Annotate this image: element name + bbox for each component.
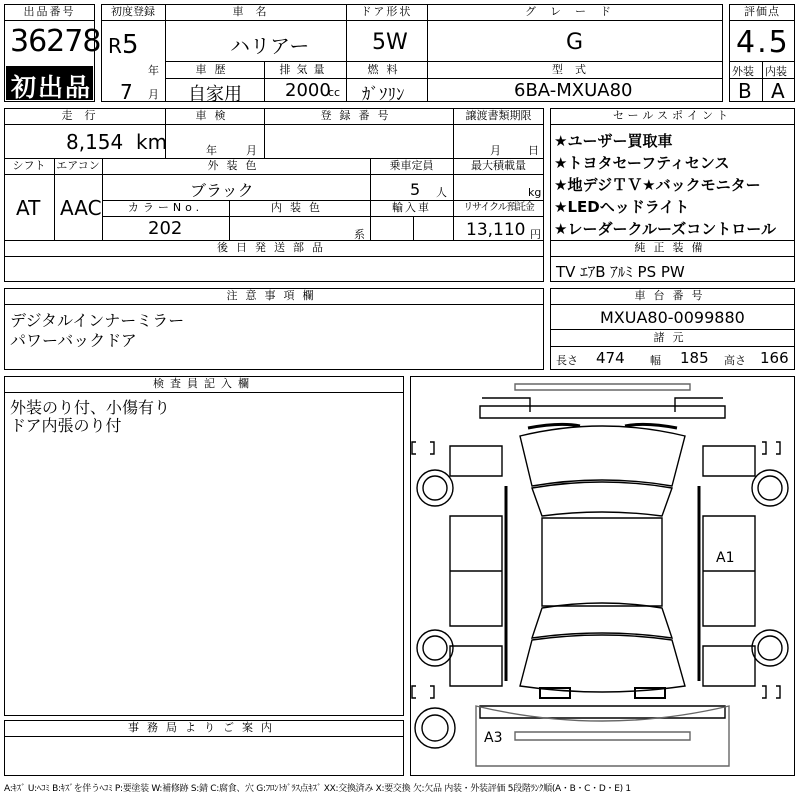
reg-month: 7 <box>120 80 133 104</box>
name-label: 車名 <box>165 4 346 21</box>
mileage: 8,154 <box>66 130 124 154</box>
int-label: 内装 <box>765 65 787 78</box>
reg-month-unit: 月 <box>148 88 159 101</box>
load-label: 最大積載量 <box>471 159 526 172</box>
reg-no-label: 登録番号 <box>320 109 397 122</box>
note-line: パワーバックドア <box>10 331 137 350</box>
model: 6BA-MXUA80 <box>514 80 633 101</box>
car-diagram <box>410 376 795 776</box>
displacement-label: 排気量 <box>279 63 331 76</box>
transfer-day-unit: 日 <box>528 144 539 157</box>
int-color-unit: 系 <box>354 228 365 241</box>
history-label: 車歴 <box>195 63 234 76</box>
first-listing-label: 初出品 <box>11 73 93 102</box>
score: 4.5 <box>736 25 790 60</box>
inspection-month-unit: 月 <box>246 144 257 157</box>
recycle-label: リサイクル預託金 <box>463 202 534 213</box>
legend: A:ｷｽﾞ U:ﾍｺﾐ B:ｷｽﾞを伴うﾍｺﾐ P:要塗装 W:補修跡 S:錆 C:腐食、穴 G:ﾌﾛﾝﾄｶﾞﾗｽ点ｷｽﾞ XX:交換済み X:要交換 欠:欠品 内装・外装評価 5段階ﾗﾝｸ順(A・B・C・D・E) 1 <box>4 784 631 794</box>
inspection-label: 車検 <box>195 109 234 122</box>
load-unit: kg <box>528 186 542 199</box>
sales-point: ★トヨタセーフティセンス <box>554 154 730 172</box>
height: 166 <box>760 349 789 367</box>
length: 474 <box>596 349 625 367</box>
sales-point: ★地デジＴＶ★バックモニター <box>554 176 761 194</box>
capacity-label: 乗車定員 <box>389 159 434 172</box>
equipment-label: 純正装備 <box>634 241 711 254</box>
sales-point: ★レーダークルーズコントロール <box>554 220 776 238</box>
reg-label: 初度登録 <box>101 4 165 21</box>
score-label: 評価点 <box>744 5 780 18</box>
office-label: 事務局よりご案内 <box>4 720 404 737</box>
car-name: ハリアー <box>230 34 310 58</box>
shift: AT <box>16 196 41 220</box>
ext-color-label: 外装色 <box>207 159 265 172</box>
capacity: 5 <box>410 180 421 199</box>
spec-label: 諸元 <box>550 330 795 347</box>
door-label: ドア形状 <box>346 4 427 21</box>
int-color-label: 内装色 <box>271 201 328 214</box>
mileage-unit: km <box>136 130 168 154</box>
history: 自家用 <box>188 84 242 105</box>
lot-number: 36278 <box>10 24 101 59</box>
height-label: 高さ <box>724 354 746 367</box>
sales-point: ★LEDヘッドライト <box>554 198 690 216</box>
door-type: 5W <box>372 30 408 55</box>
reg-era: R <box>108 34 122 58</box>
chassis-label: 車台番号 <box>550 288 795 305</box>
color-no: 202 <box>148 218 183 239</box>
displacement-unit: cc <box>328 86 341 99</box>
reg-year-unit: 年 <box>148 64 159 77</box>
note-line: デジタルインナーミラー <box>10 311 185 330</box>
mileage-label: 走行 <box>61 109 108 122</box>
reg-year: 5 <box>122 30 139 60</box>
fuel: ｶﾞｿﾘﾝ <box>362 85 405 105</box>
width-label: 幅 <box>650 354 661 367</box>
later-parts-label: 後日発送部品 <box>217 241 331 254</box>
displacement: 2000 <box>285 80 331 101</box>
lot-label: 出品番号 <box>4 4 95 21</box>
color-no-label: カラーNo. <box>127 201 204 214</box>
grade: G <box>566 30 584 55</box>
chassis-number: MXUA80-0099880 <box>600 308 745 327</box>
length-label: 長さ <box>556 354 578 367</box>
notes-label: 注意事項欄 <box>4 288 544 305</box>
ac: AAC <box>60 196 102 220</box>
inspector-label: 検査員記入欄 <box>4 376 404 393</box>
damage-mark: A3 <box>484 730 503 746</box>
ac-label: エアコン <box>56 159 100 172</box>
recycle-unit: 円 <box>530 228 541 241</box>
width: 185 <box>680 349 709 367</box>
sales-point: ★ユーザー買取車 <box>554 132 673 150</box>
damage-mark: A1 <box>716 550 735 566</box>
model-label: 型式 <box>552 63 598 76</box>
import-label: 輸入車 <box>392 201 431 214</box>
grade-label: グレード <box>427 4 723 21</box>
int-grade: A <box>771 79 785 103</box>
transfer-month-unit: 月 <box>490 144 501 157</box>
shift-label: シフト <box>12 159 46 172</box>
recycle: 13,110 <box>466 220 526 240</box>
inspector-line: ドア内張のり付 <box>10 416 122 435</box>
transfer-label: 譲渡書類期限 <box>465 109 532 122</box>
ext-label: 外装 <box>732 65 754 78</box>
inspection-year-unit: 年 <box>206 144 217 157</box>
inspector-line: 外装のり付、小傷有り <box>10 398 171 417</box>
fuel-label: 燃料 <box>367 63 406 76</box>
sales-label: セールスポイント <box>612 109 732 122</box>
equipment: TV ｴｱB ｱﾙﾐ PS PW <box>556 263 685 281</box>
capacity-unit: 人 <box>436 186 447 199</box>
ext-color: ブラック <box>190 181 254 200</box>
ext-grade: B <box>738 79 752 103</box>
